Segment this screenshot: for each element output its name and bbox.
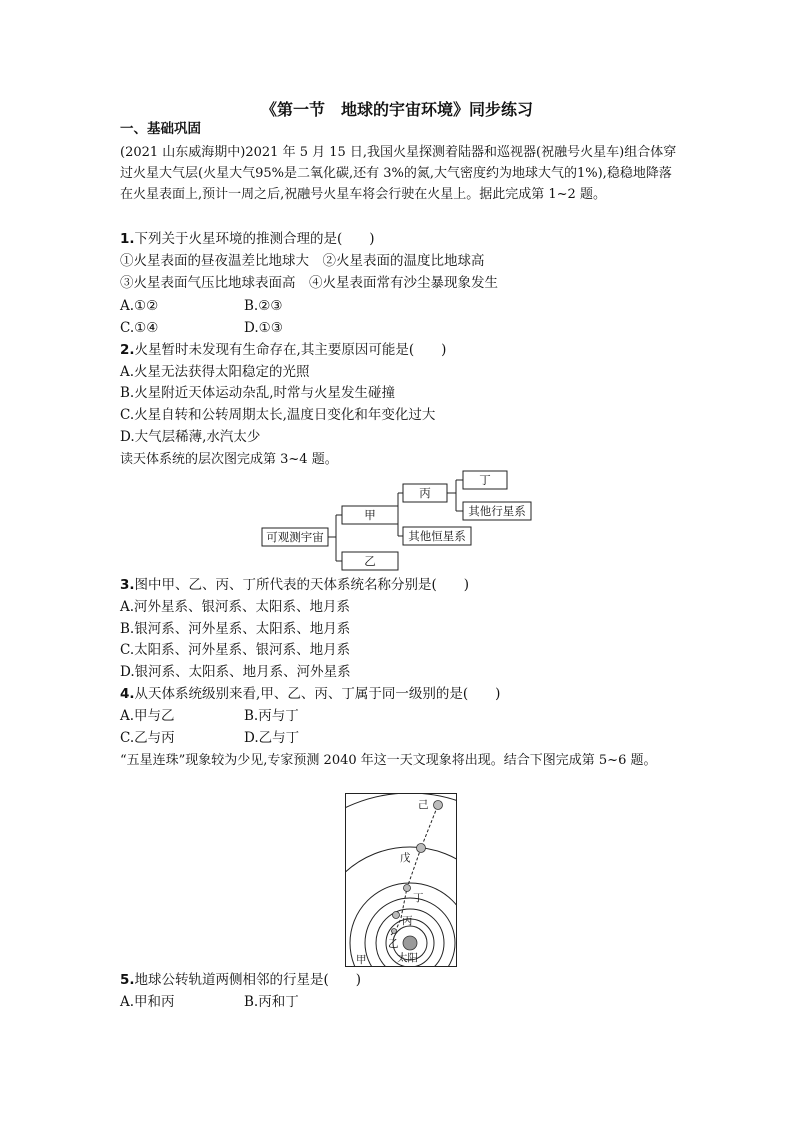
question-5 — [120, 971, 361, 989]
label-ding: 丁 — [413, 892, 424, 904]
option-a: A.河外星系、银河系、太阳系、地月系 — [120, 599, 351, 615]
label-wu: 戊 — [400, 852, 411, 864]
option-b: B.②③ — [244, 298, 283, 314]
label-ding: 丁 — [479, 473, 491, 487]
option-b: B.丙与丁 — [244, 708, 299, 724]
label-bing: 丙 — [402, 915, 413, 927]
label-yi: 乙 — [364, 554, 376, 568]
question-stem: 下列关于火星环境的推测合理的是( ) — [134, 231, 375, 247]
planet-alignment-diagram — [345, 793, 457, 967]
planet-wu-icon — [417, 844, 426, 853]
option-b: B.火星附近天体运动杂乱,时常与火星发生碰撞 — [120, 385, 396, 401]
statement-line: ③火星表面气压比地球表面高 ④火星表面常有沙尘暴现象发生 — [120, 275, 498, 291]
option-d: D.大气层稀薄,水汽太少 — [120, 429, 261, 445]
question-number: 1. — [120, 231, 135, 247]
label-ji: 己 — [418, 799, 429, 811]
question-number: 3. — [120, 577, 135, 593]
passage-mars: (2021 山东威海期中)2021 年 5 月 15 日,我国火星探测着陆器和巡视器(祝融号火星车)组合体穿过火星大气层(火星大气95%是二氧化碳,还有 3%的氮,大气密度约为地球大气的1%),稳稳地降落在火星表面上,预计一周之后,祝融号火星车将会行驶在火星上。据此完成第 1~2 题。 — [120, 145, 677, 202]
label-jia: 甲 — [356, 954, 367, 966]
question-3 — [120, 576, 469, 594]
option-c: C.太阳系、河外星系、银河系、地月系 — [120, 642, 351, 658]
section-heading: 一、基础巩固 — [120, 121, 201, 137]
diagram-frame — [346, 794, 457, 967]
planet-ding-icon — [404, 885, 411, 892]
option-b: B.银河系、河外星系、太阳系、地月系 — [120, 621, 351, 637]
option-a: A.火星无法获得太阳稳定的光照 — [120, 364, 310, 380]
question-number: 5. — [120, 972, 135, 988]
statement-line: ①火星表面的昼夜温差比地球大 ②火星表面的温度比地球高 — [120, 253, 485, 269]
label-root: 可观测宇宙 — [266, 530, 324, 544]
planet-ji-icon — [434, 801, 443, 810]
question-stem: 从天体系统级别来看,甲、乙、丙、丁属于同一级别的是( ) — [134, 686, 501, 702]
option-a: A.甲和丙 — [120, 994, 175, 1010]
label-sun: 太阳 — [397, 952, 418, 964]
passage-diagram-intro: 读天体系统的层次图完成第 3~4 题。 — [120, 452, 338, 467]
question-1 — [120, 230, 375, 248]
question-number: 2. — [120, 342, 135, 358]
option-a: A.甲与乙 — [120, 708, 175, 724]
label-other-planets: 其他行星系 — [468, 504, 526, 518]
question-number: 4. — [120, 686, 135, 702]
question-stem: 地球公转轨道两侧相邻的行星是( ) — [134, 972, 362, 988]
passage-planet-alignment: “五星连珠”现象较为少见,专家预测 2040 年这一天文现象将出现。结合下图完成第 5~6 题。 — [120, 753, 657, 768]
option-c: C.火星自转和公转周期太长,温度日变化和年变化过大 — [120, 407, 436, 423]
label-other-stars: 其他恒星系 — [408, 529, 466, 543]
option-a: A.①② — [120, 298, 159, 314]
sun-icon — [403, 936, 417, 950]
planet-yi-icon — [392, 929, 397, 934]
question-4 — [120, 685, 500, 703]
page-title: 《第一节 地球的宇宙环境》同步练习 — [260, 100, 533, 119]
label-jia: 甲 — [364, 508, 376, 522]
label-bing: 丙 — [419, 486, 431, 500]
option-d: D.银河系、太阳系、地月系、河外星系 — [120, 664, 351, 680]
option-c: C.①④ — [120, 320, 159, 336]
planet-bing-icon — [393, 912, 400, 919]
option-b: B.丙和丁 — [244, 994, 299, 1010]
label-yi: 乙 — [388, 938, 399, 950]
option-c: C.乙与丙 — [120, 730, 175, 746]
question-2 — [120, 341, 446, 359]
option-d: D.①③ — [244, 320, 283, 336]
option-d: D.乙与丁 — [244, 730, 300, 746]
question-stem: 火星暂时未发现有生命存在,其主要原因可能是( ) — [134, 342, 447, 358]
question-stem: 图中甲、乙、丙、丁所代表的天体系统名称分别是( ) — [134, 577, 470, 593]
celestial-system-diagram — [258, 468, 538, 574]
